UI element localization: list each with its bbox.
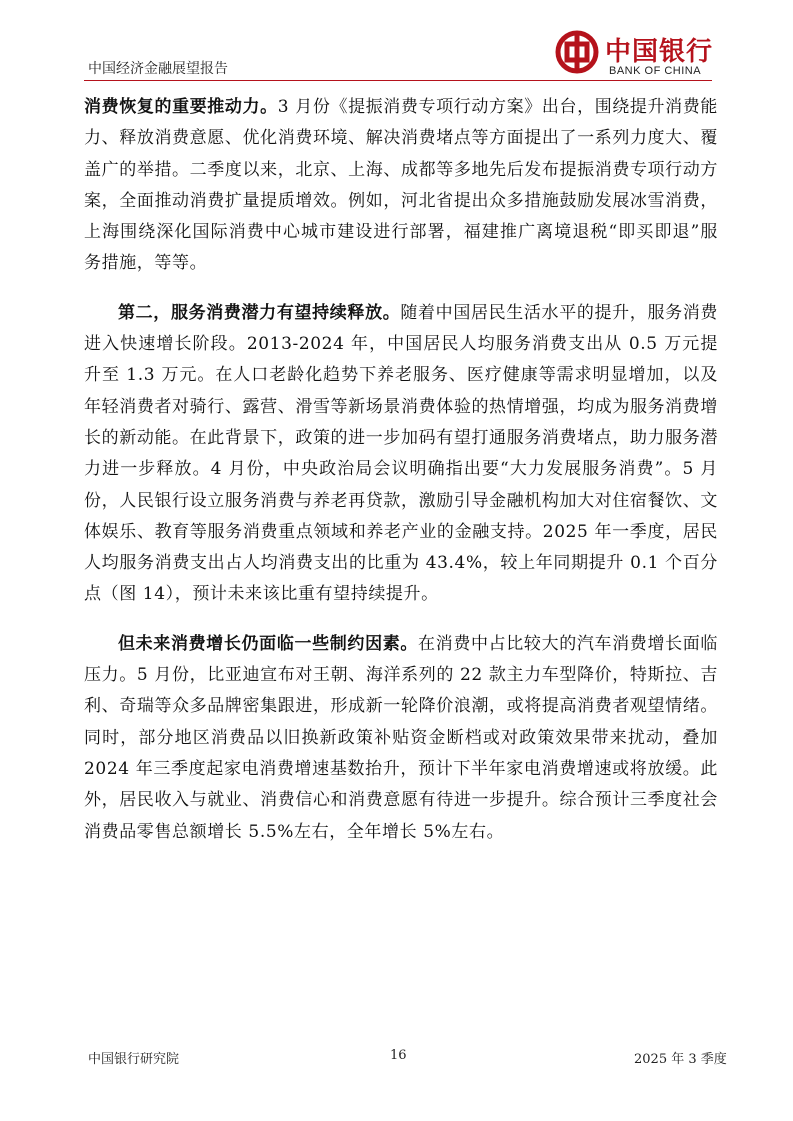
report-title: 中国经济金融展望报告 [88,61,228,77]
footer-period: 2025 年 3 季度 [634,1052,727,1067]
page-body [84,92,718,866]
page-number: 16 [390,1048,407,1063]
bank-logo [555,30,715,82]
paragraph-lead: 消费恢复的重要推动力。 [84,97,278,117]
paragraph-text: 在消费中占比较大的汽车消费增长面临压力。5 月份，比亚迪宣布对王朝、海洋系列的 22 款主力车型降价，特斯拉、吉利、奇瑞等众多品牌密集跟进，形成新一轮降价浪潮，或将提高消费者观望情绪。同时，部分地区消费品以旧换新政策补贴资金断档或对政策效果带来扰动，叠加 2024 年三季度起家电消费增速基数抬升，预计下半年家电消费增速或将放缓。此外，居民收入与就业、消费信心和消费意愿有待进一步提升。综合预计三季度社会消费品零售总额增长 5.5%左右，全年增长 5%左右。 [84,633,719,842]
boc-emblem-icon [555,30,599,74]
paragraph-consumption-recovery [84,92,718,280]
paragraph-lead: 但未来消费增长仍面临一些制约因素。 [118,633,419,654]
header-divider [84,80,712,81]
paragraph-text: 3 月份《提振消费专项行动方案》出台，围绕提升消费能力、释放消费意愿、优化消费环境、解决消费堵点等方面提出了一系列力度大、覆盖广的举措。二季度以来，北京、上海、成都等多地先后发布提振消费专项行动方案，全面推动消费扩量提质增效。例如，河北省提出众多措施鼓励发展冰雪消费，上海围绕深化国际消费中心城市建设进行部署，福建推广离境退税“即买即退”服务措施，等等。 [84,97,718,274]
paragraph-service-consumption [84,298,718,611]
paragraph-lead: 第二，服务消费潜力有望持续释放。 [118,302,401,323]
logo-chinese-name: 中国银行 [605,37,714,67]
paragraph-text: 随着中国居民生活水平的提升，服务消费进入快速增长阶段。2013-2024 年，中国居民人均服务消费支出从 0.5 万元提升至 1.3 万元。在人口老龄化趋势下养老服务、医疗健康等需求明显增加，以及年轻消费者对骑行、露营、滑雪等新场景消费体验的热情增强，均成为服务消费增长的新动能。在此背景下，政策的进一步加码有望打通服务消费堵点，助力服务潜力进一步释放。4 月份，中央政治局会议明确指出要“大力发展服务消费”。5 月份，人民银行设立服务消费与养老再贷款，激励引导金融机构加大对住宿餐饮、文体娱乐、教育等服务消费重点领域和养老产业的金融支持。2025 年一季度，居民人均服务消费支出占人均消费支出的比重为 43.4%，较上年同期提升 0.1 个百分点（图 14），预计未来该比重有望持续提升。 [84,302,718,605]
paragraph-constraints [84,629,718,848]
logo-english-name: BANK OF CHINA [609,65,702,77]
footer-institute: 中国银行研究院 [88,1052,180,1067]
